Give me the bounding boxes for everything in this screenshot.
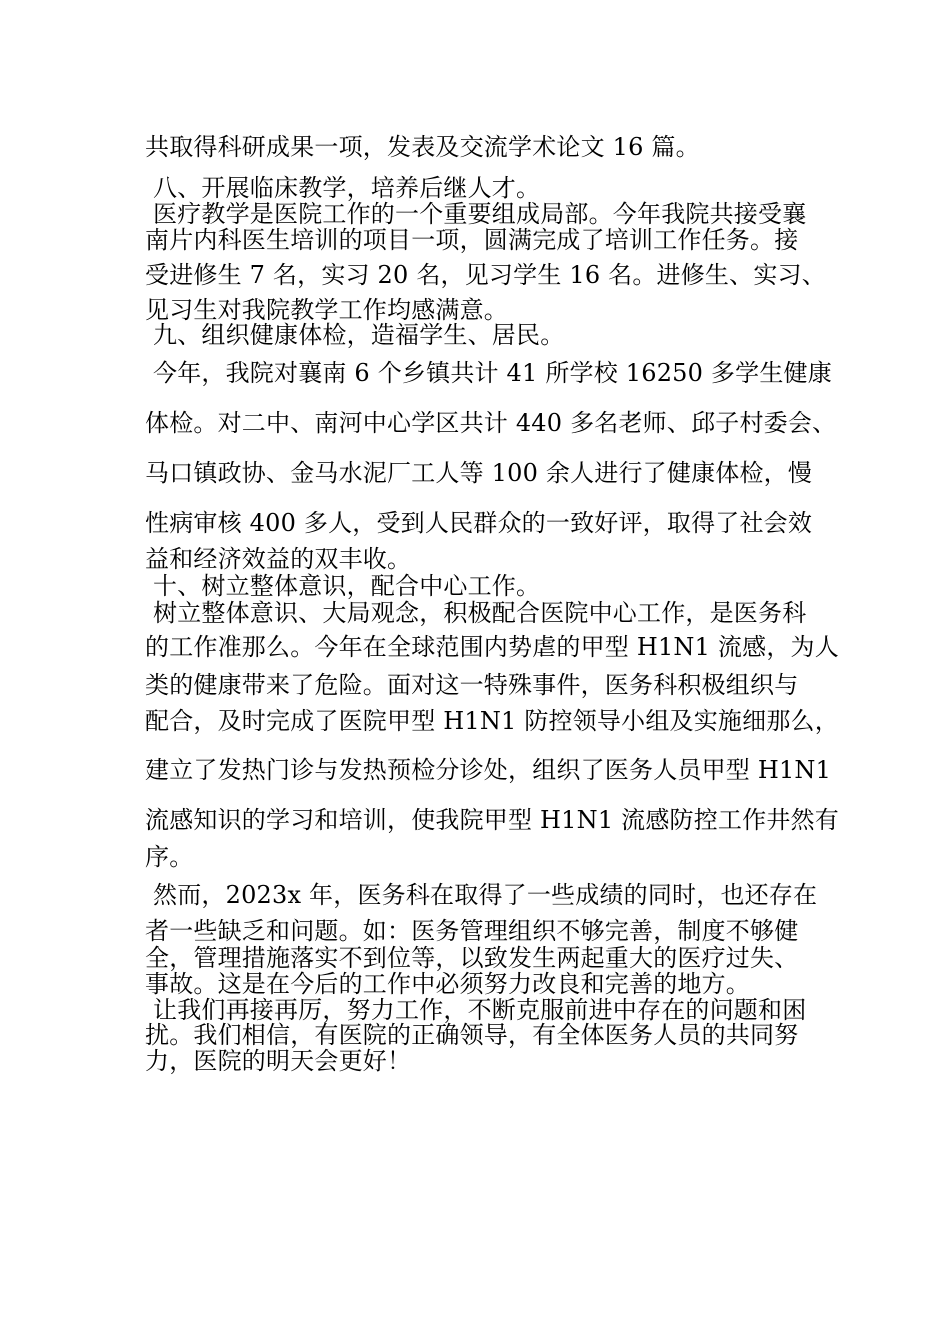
text-line: 马口镇政协、金马水泥厂工人等 100 余人进行了健康体检，慢 (145, 459, 813, 487)
text-line: 力，医院的明天会更好！ (145, 1047, 412, 1075)
text-line: 的工作准那么。今年在全球范围内势虐的甲型 H1N1 流感，为人 (145, 633, 839, 661)
text-line: 医疗教学是医院工作的一个重要组成局部。今年我院共接受襄 (153, 200, 807, 228)
section-heading: 九、组织健康体检，造福学生、居民。 (153, 321, 565, 349)
text-line: 配合，及时完成了医院甲型 H1N1 防控领导小组及实施细那么， (145, 707, 839, 735)
text-line: 南片内科医生培训的项目一项，圆满完成了培训工作任务。接 (145, 226, 799, 254)
text-line: 见习生对我院教学工作均感满意。 (145, 296, 508, 324)
section-heading: 八、开展临床教学，培养后继人才。 (153, 174, 541, 202)
text-line: 序。 (145, 843, 194, 871)
text-line: 体检。对二中、南河中心学区共计 440 多名老师、邱子村委会、 (145, 409, 837, 437)
text-line: 受进修生 7 名，实习 20 名，见习学生 16 名。进修生、实习、 (145, 261, 826, 289)
text-line: 让我们再接再厉，努力工作，不断克服前进中存在的问题和困 (153, 996, 807, 1024)
text-line: 流感知识的学习和培训，使我院甲型 H1N1 流感防控工作井然有 (145, 806, 839, 834)
text-line: 性病审核 400 多人，受到人民群众的一致好评，取得了社会效 (145, 509, 813, 537)
text-line: 类的健康带来了危险。面对这一特殊事件，医务科积极组织与 (145, 671, 799, 699)
text-line: 共取得科研成果一项，发表及交流学术论文 16 篇。 (145, 133, 700, 161)
text-line: 今年，我院对襄南 6 个乡镇共计 41 所学校 16250 多学生健康 (153, 359, 832, 387)
text-line: 建立了发热门诊与发热预检分诊处，组织了医务人员甲型 H1N1 (145, 756, 832, 784)
text-line: 全，管理措施落实不到位等，以致发生两起重大的医疗过失、 (145, 944, 799, 972)
text-line: 扰。我们相信，有医院的正确领导，有全体医务人员的共同努 (145, 1021, 799, 1049)
text-line: 事故。这是在今后的工作中必须努力改良和完善的地方。 (145, 970, 750, 998)
text-line: 者一些缺乏和问题。如：医务管理组织不够完善，制度不够健 (145, 917, 799, 945)
text-line: 树立整体意识、大局观念，积极配合医院中心工作，是医务科 (153, 599, 807, 627)
section-heading: 十、树立整体意识，配合中心工作。 (153, 572, 541, 600)
text-line: 然而，2023x 年，医务科在取得了一些成绩的同时，也还存在 (153, 881, 818, 909)
text-line: 益和经济效益的双丰收。 (145, 545, 412, 573)
